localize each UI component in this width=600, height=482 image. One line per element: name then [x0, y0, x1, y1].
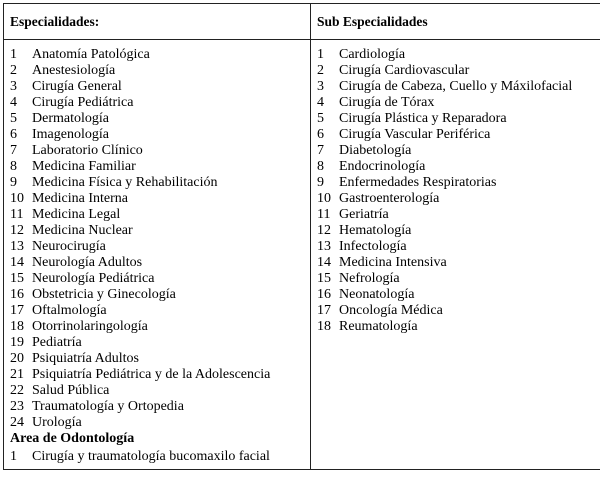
- table-row: [4, 175, 600, 191]
- especialidad-item: [4, 143, 311, 159]
- especialidad-item: [4, 159, 311, 175]
- subespecialidad-item: [311, 191, 600, 207]
- subespecialidad-item-label: Gastroenterología: [339, 191, 440, 206]
- subespecialidad-item-number: 10: [317, 191, 331, 206]
- especialidad-item: [4, 383, 311, 399]
- especialidad-item-label: Neurología Pediátrica: [32, 271, 155, 286]
- subespecialidad-item-label: Diabetología: [339, 143, 412, 158]
- especialidad-item-label: Traumatología y Ortopedia: [32, 399, 184, 414]
- specialties-table-body: [4, 4, 600, 470]
- especialidad-item-label: Psiquiatría Adultos: [32, 351, 139, 366]
- table-row: [4, 143, 600, 159]
- especialidad-item-number: 23: [10, 399, 24, 414]
- especialidad-item: [4, 127, 311, 143]
- especialidad-item-label: Salud Pública: [32, 383, 110, 398]
- especialidad-item-label: Medicina Física y Rehabilitación: [32, 175, 218, 190]
- especialidad-item-number: 16: [10, 287, 24, 302]
- table-row: [4, 399, 600, 415]
- odontologia-item-label: Cirugía y traumatología bucomaxilo facial: [32, 449, 270, 464]
- subespecialidad-item-number: 3: [317, 79, 324, 94]
- subespecialidad-item-number: 4: [317, 95, 324, 110]
- especialidad-item-label: Cirugía Pediátrica: [32, 95, 134, 110]
- odontologia-item: [4, 447, 311, 470]
- table-row: [4, 159, 600, 175]
- subespecialidad-item: [311, 159, 600, 175]
- subespecialidad-item-label: Cirugía Vascular Periférica: [339, 127, 491, 142]
- especialidad-item-label: Pediatría: [32, 335, 82, 350]
- especialidad-item-number: 13: [10, 239, 24, 254]
- especialidad-item-label: Neurología Adultos: [32, 255, 143, 270]
- especialidad-item-label: Medicina Nuclear: [32, 223, 133, 238]
- subespecialidad-item-label: Geriatría: [339, 207, 389, 222]
- subespecialidad-item-number: 5: [317, 111, 324, 126]
- subespecialidad-item-label: Endocrinología: [339, 159, 426, 174]
- subespecialidad-item: [311, 239, 600, 255]
- especialidad-item: [4, 303, 311, 319]
- especialidad-item-number: 3: [10, 79, 17, 94]
- subespecialidad-item-number: 13: [317, 239, 331, 254]
- especialidad-item-label: Obstetricia y Ginecología: [32, 287, 176, 302]
- empty-cell: [311, 447, 600, 470]
- especialidad-item-number: 24: [10, 415, 24, 430]
- table-row: [4, 95, 600, 111]
- subespecialidad-item-label: Neonatología: [339, 287, 415, 302]
- empty-cell: [311, 431, 600, 447]
- especialidad-item-number: 17: [10, 303, 24, 318]
- especialidad-item-label: Cirugía General: [32, 79, 122, 94]
- especialidad-item: [4, 335, 311, 351]
- especialidad-item: [4, 287, 311, 303]
- especialidad-item-number: 5: [10, 111, 17, 126]
- especialidad-item-number: 18: [10, 319, 24, 334]
- especialidad-item-number: 1: [10, 47, 17, 62]
- especialidad-item-label: Neurocirugía: [32, 239, 106, 254]
- especialidad-item-label: Medicina Legal: [32, 207, 121, 222]
- subespecialidad-item: [311, 319, 600, 335]
- table-row: [4, 79, 600, 95]
- especialidad-item: [4, 111, 311, 127]
- subespecialidad-item-number: 15: [317, 271, 331, 286]
- subespecialidad-item-number: 7: [317, 143, 324, 158]
- subespecialidad-item-number: 6: [317, 127, 324, 142]
- table-row: [4, 191, 600, 207]
- especialidad-item-number: 2: [10, 63, 17, 78]
- especialidad-item: [4, 40, 311, 64]
- empty-cell: [311, 383, 600, 399]
- subespecialidad-item: [311, 143, 600, 159]
- odontologia-item-number: 1: [10, 449, 17, 464]
- subespecialidad-item-label: Reumatología: [339, 319, 418, 334]
- specialties-table: [3, 3, 600, 470]
- subespecialidad-item: [311, 175, 600, 191]
- especialidad-item: [4, 239, 311, 255]
- subespecialidad-item: [311, 303, 600, 319]
- empty-cell: [311, 415, 600, 431]
- header-sub-especialidades: Sub Especialidades: [311, 4, 600, 40]
- especialidad-item-number: 4: [10, 95, 17, 110]
- table-row: [4, 287, 600, 303]
- especialidad-item: [4, 399, 311, 415]
- table-row: [4, 223, 600, 239]
- empty-cell: [311, 367, 600, 383]
- especialidad-item-number: 7: [10, 143, 17, 158]
- subespecialidad-item: [311, 95, 600, 111]
- subespecialidad-item-number: 2: [317, 63, 324, 78]
- header-row: [4, 4, 600, 40]
- table-row: [4, 63, 600, 79]
- especialidad-item-label: Psiquiatría Pediátrica y de la Adolescencia: [32, 367, 271, 382]
- subespecialidad-item-label: Enfermedades Respiratorias: [339, 175, 497, 190]
- subespecialidad-item-label: Hematología: [339, 223, 412, 238]
- subespecialidad-item: [311, 79, 600, 95]
- section-row: [4, 431, 600, 447]
- table-row: [4, 383, 600, 399]
- especialidad-item-number: 22: [10, 383, 24, 398]
- especialidad-item: [4, 79, 311, 95]
- especialidad-item-label: Medicina Familiar: [32, 159, 136, 174]
- subespecialidad-item-label: Cirugía de Tórax: [339, 95, 435, 110]
- especialidad-item: [4, 63, 311, 79]
- table-row: [4, 207, 600, 223]
- especialidad-item-label: Urología: [32, 415, 82, 430]
- subespecialidad-item-label: Medicina Intensiva: [339, 255, 447, 270]
- subespecialidad-item-label: Cirugía Cardiovascular: [339, 63, 470, 78]
- odontologia-title: Area de Odontología: [4, 431, 311, 447]
- especialidad-item-number: 14: [10, 255, 24, 270]
- subespecialidad-item-label: Infectología: [339, 239, 407, 254]
- especialidad-item: [4, 319, 311, 335]
- subespecialidad-item-label: Nefrología: [339, 271, 400, 286]
- especialidad-item-number: 19: [10, 335, 24, 350]
- table-row: [4, 111, 600, 127]
- subespecialidad-item-number: 11: [317, 207, 331, 222]
- especialidad-item-number: 11: [10, 207, 24, 222]
- subespecialidad-item-number: 14: [317, 255, 331, 270]
- subespecialidad-item-label: Cardiología: [339, 47, 406, 62]
- table-row: [4, 415, 600, 431]
- subespecialidad-item: [311, 223, 600, 239]
- subespecialidad-item: [311, 287, 600, 303]
- table-row: [4, 447, 600, 470]
- subespecialidad-item-number: 1: [317, 47, 324, 62]
- especialidad-item: [4, 367, 311, 383]
- subespecialidad-item: [311, 207, 600, 223]
- especialidad-item: [4, 175, 311, 191]
- subespecialidad-item: [311, 127, 600, 143]
- especialidad-item-number: 20: [10, 351, 24, 366]
- especialidad-item: [4, 223, 311, 239]
- subespecialidad-item-label: Cirugía Plástica y Reparadora: [339, 111, 507, 126]
- especialidad-item: [4, 95, 311, 111]
- subespecialidad-item-number: 9: [317, 175, 324, 190]
- table-row: [4, 239, 600, 255]
- especialidad-item-number: 12: [10, 223, 24, 238]
- subespecialidad-item-number: 18: [317, 319, 331, 334]
- especialidad-item-number: 21: [10, 367, 24, 382]
- empty-cell: [311, 399, 600, 415]
- subespecialidad-item-number: 16: [317, 287, 331, 302]
- table-row: [4, 127, 600, 143]
- especialidad-item: [4, 207, 311, 223]
- table-row: [4, 271, 600, 287]
- especialidad-item: [4, 415, 311, 431]
- especialidad-item-label: Anatomía Patológica: [32, 47, 150, 62]
- subespecialidad-item: [311, 40, 600, 64]
- especialidad-item-label: Anestesiología: [32, 63, 116, 78]
- subespecialidad-item-number: 8: [317, 159, 324, 174]
- table-row: [4, 255, 600, 271]
- especialidad-item-label: Imagenología: [32, 127, 109, 142]
- empty-cell: [311, 335, 600, 351]
- table-row: [4, 335, 600, 351]
- empty-cell: [311, 351, 600, 367]
- subespecialidad-item: [311, 111, 600, 127]
- subespecialidad-item-number: 17: [317, 303, 331, 318]
- table-row: [4, 303, 600, 319]
- especialidad-item-label: Laboratorio Clínico: [32, 143, 143, 158]
- subespecialidad-item-label: Cirugía de Cabeza, Cuello y Máxilofacial: [339, 79, 573, 94]
- table-row: [4, 40, 600, 64]
- header-especialidades: Especialidades:: [4, 4, 311, 40]
- especialidad-item-label: Oftalmología: [32, 303, 107, 318]
- subespecialidad-item: [311, 271, 600, 287]
- especialidad-item-label: Otorrinolaringología: [32, 319, 148, 334]
- subespecialidad-item: [311, 255, 600, 271]
- especialidad-item-number: 8: [10, 159, 17, 174]
- especialidad-item-label: Medicina Interna: [32, 191, 129, 206]
- especialidad-item-label: Dermatología: [32, 111, 109, 126]
- subespecialidad-item-label: Oncología Médica: [339, 303, 443, 318]
- especialidad-item-number: 10: [10, 191, 24, 206]
- especialidad-item-number: 9: [10, 175, 17, 190]
- table-row: [4, 319, 600, 335]
- table-row: [4, 367, 600, 383]
- especialidad-item: [4, 351, 311, 367]
- especialidad-item: [4, 271, 311, 287]
- especialidad-item: [4, 191, 311, 207]
- subespecialidad-item: [311, 63, 600, 79]
- especialidad-item-number: 15: [10, 271, 24, 286]
- especialidad-item-number: 6: [10, 127, 17, 142]
- subespecialidad-item-number: 12: [317, 223, 331, 238]
- especialidad-item: [4, 255, 311, 271]
- table-row: [4, 351, 600, 367]
